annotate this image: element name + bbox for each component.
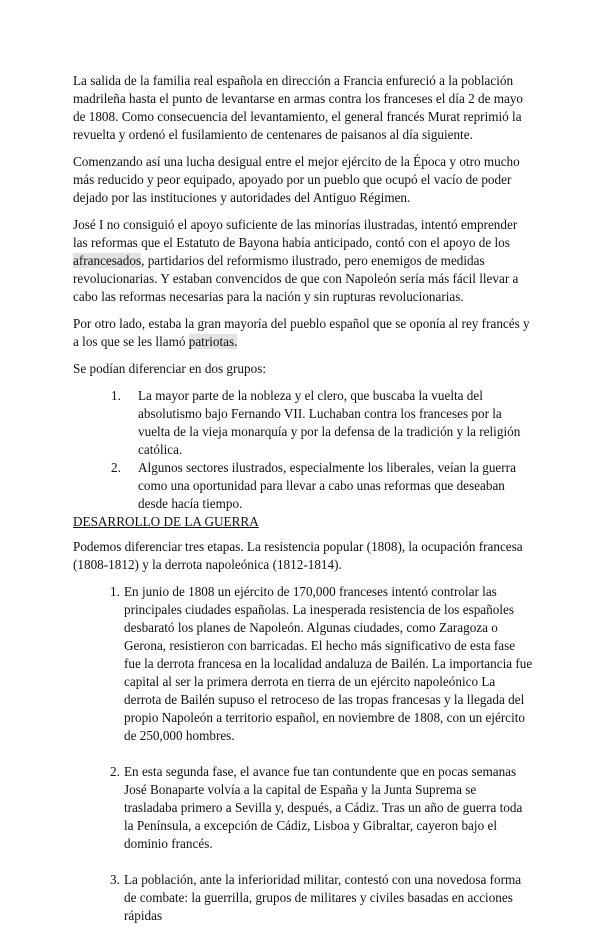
list-item-number: 2.	[111, 460, 121, 475]
list-item-number: 2.	[110, 764, 120, 779]
paragraph-3-text-a: José I no consiguió el apoyo suficiente de las minorías ilustradas, intentó emprender las reformas que el Estatuto de Bayona había anticipado, contó con el apoyo de los	[73, 217, 518, 250]
list-item	[111, 459, 533, 513]
list-item-text: Algunos sectores ilustrados, especialmente los liberales, veían la guerra como una oportunidad para llevar a cabo unas reformas que deseaban desde hacía tiempo.	[138, 460, 516, 511]
intro-paragraph: Podemos diferenciar tres etapas. La resistencia popular (1808), la ocupación francesa (1808-1812) y la derrota napoleónica (1812-1814).	[73, 539, 523, 572]
paragraph-1: La salida de la familia real española en dirección a Francia enfureció a la población madrileña hasta el punto de levantarse en armas contra los franceses el día 2 de mayo de 1808. Como consecuencia del levantamiento, el general francés Murat reprimió la revuelta y ordenó el fusilamiento de centenares de paisanos al día siguiente.	[73, 73, 524, 142]
list-item-text: En junio de 1808 un ejército de 170,000 franceses intentó controlar las principales ciudades españolas. La inesperada resistencia de los españoles desbarató los planes de Napoleón. Algunas ciudades, como Zaragoza o Gerona, resistieron con barricadas. El hecho más significativo de esta fase fue la derrota francesa en la localidad andaluza de Bailén. La importancia fue capital al ser la primera derrota en tierra de un ejército napoleónico La derrota de Bailén supuso el retroceso de las tropas francesas y la llegada del propio Napoleón a territorio español, en noviembre de 1808, con un ejército de 250,000 hombres.	[124, 584, 533, 743]
document-page	[73, 72, 533, 943]
paragraph-4	[73, 315, 533, 351]
list-item	[110, 763, 533, 853]
list-item-number: 1.	[111, 388, 121, 403]
paragraph-3	[73, 216, 533, 306]
paragraph-2: Comenzando así una lucha desigual entre el mejor ejército de la Época y otro mucho más reducido y peor equipado, apoyado por un pueblo que ocupó el vacío de poder dejado por las instituciones y autoridades del Antiguo Régimen.	[73, 154, 520, 205]
stages-list	[73, 583, 533, 925]
list-item-text: En esta segunda fase, el avance fue tan contundente que en pocas semanas José Bonaparte volvía a la capital de España y la Junta Suprema se trasladaba primero a Sevilla y, después, a Cádiz. Tras un año de guerra toda la Península, a excepción de Cádiz, Lisboa y Gibraltar, cayeron bajo el dominio francés.	[124, 764, 523, 851]
highlight-afrancesados: afrancesados	[73, 253, 142, 268]
groups-list	[73, 387, 533, 513]
list-item-text: La mayor parte de la nobleza y el clero, que buscaba la vuelta del absolutismo bajo Fernando VII. Luchaban contra los franceses por la vuelta de la vieja monarquía y por la defensa de la tradición y la religión católica.	[138, 388, 521, 457]
highlight-patriotas: patriotas.	[188, 334, 238, 349]
list-item	[110, 583, 533, 745]
list-item-number: 3.	[110, 872, 120, 887]
paragraph-4-text-a: Por otro lado, estaba la gran mayoría del pueblo español que se oponía al rey francés y a los que se les llamó	[73, 316, 530, 349]
list-item-text: La población, ante la inferioridad militar, contestó con una novedosa forma de combate: la guerrilla, grupos de militares y civiles basadas en acciones rápidas	[124, 872, 522, 923]
list-item	[110, 871, 533, 925]
section-title: DESARROLLO DE LA GUERRA	[73, 514, 259, 529]
list-item	[111, 387, 533, 459]
paragraph-3-text-b: , partidarios del reformismo ilustrado, pero enemigos de medidas revolucionarias. Y estaban convencidos de que con Napoleón sería más fácil llevar a cabo las reformas necesarias para la nación y sin rupturas revolucionarias.	[73, 253, 519, 304]
paragraph-5: Se podían diferenciar en dos grupos:	[73, 361, 266, 376]
list-item-number: 1.	[110, 584, 120, 599]
